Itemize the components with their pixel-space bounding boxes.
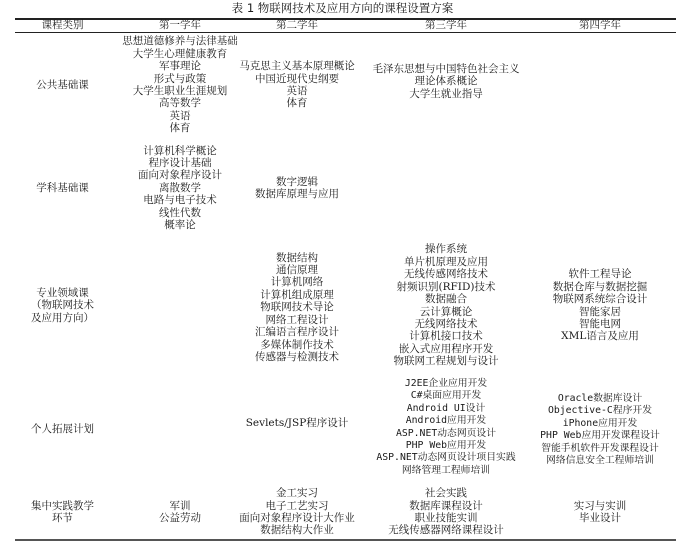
category-label: 及应用方向） [31, 311, 94, 324]
course: 数据库课程设计 [409, 499, 483, 512]
course: 操作系统 [425, 243, 467, 256]
cell-year2 [222, 378, 372, 480]
course: 面向对象程序设计大作业 [239, 512, 355, 524]
course: 毕业设计 [579, 512, 621, 524]
course: J2EE企业应用开发 [404, 378, 488, 389]
course: Android应用开发 [405, 415, 487, 427]
table-row-practice [0, 486, 685, 538]
category-label: （物联网技术 [31, 299, 94, 312]
course: 形式与政策 [153, 72, 207, 85]
course: ASP.NET动态网页设计 [395, 427, 497, 439]
course: 汇编语言程序设计 [255, 326, 339, 339]
course: 社会实践 [425, 487, 467, 500]
course: 理论体系概论 [414, 75, 478, 88]
header-year2: 第二学年 [276, 19, 318, 31]
course: 软件工程导论 [568, 268, 632, 281]
course: 毛泽东思想与中国特色社会主义 [372, 63, 520, 75]
course: 网络信息安全工程师培训 [546, 455, 654, 467]
category-label: 个人拓展计划 [31, 422, 94, 435]
course: 计算机接口技术 [409, 330, 483, 343]
course: 军事理论 [159, 60, 201, 73]
course: PHP Web应用开发课程设计 [540, 430, 660, 442]
header-category: 课程类别 [41, 19, 84, 31]
course: 思想道德修养与法律基础 [122, 35, 238, 48]
course: 云计算概论 [419, 305, 473, 318]
cell-year2 [222, 486, 372, 538]
category-label: 集中实践教学 [31, 499, 94, 512]
course: 网络工程设计 [265, 313, 329, 326]
course: 职业技能实训 [414, 512, 478, 524]
category-label: 专业领域课 [36, 286, 89, 299]
course: 中国近现代史纲要 [255, 72, 339, 85]
course: 物联网工程规划与设计 [393, 355, 499, 368]
course: 通信原理 [276, 264, 318, 277]
cell-year3 [360, 486, 532, 538]
course: 程序设计基础 [148, 156, 212, 169]
course: 大学生职业生涯规划 [132, 85, 228, 97]
course: 数字逻辑 [276, 175, 318, 188]
course: 英语 [286, 85, 308, 97]
course: 物联网技术导论 [260, 301, 334, 314]
category-label: 环节 [52, 512, 73, 524]
course: 金工实习 [276, 487, 318, 500]
table-row-subject-basics [0, 143, 685, 233]
course: 无线传感器网络课程设计 [388, 524, 504, 537]
course: 无线传感网络技术 [404, 268, 488, 281]
cell-year3 [360, 378, 532, 480]
course: 体育 [169, 122, 191, 135]
cell-year2 [222, 143, 372, 233]
course: 无线网络技术 [414, 317, 478, 330]
course: 射频识别(RFID)技术 [396, 280, 496, 293]
table-bottom-rule [15, 539, 676, 541]
course: 数据融合 [425, 293, 467, 306]
cell-year4 [520, 378, 680, 480]
course: 大学生心理健康教育 [132, 47, 228, 60]
course: 数据仓库与数据挖掘 [552, 280, 648, 293]
course: 概率论 [164, 219, 196, 232]
table-header-rule [15, 32, 676, 33]
course: 传感器与检测技术 [255, 350, 339, 363]
course: 计算机网络 [270, 276, 324, 289]
course: Android UI设计 [406, 402, 486, 414]
course: 面向对象程序设计 [138, 169, 222, 182]
course: iPhone应用开发 [562, 417, 638, 429]
cell-year2 [222, 34, 372, 136]
course: 数据结构大作业 [260, 524, 334, 537]
table-caption: 表 1 物联网技术及应用方向的课程设置方案 [231, 1, 454, 15]
cell-year4 [520, 486, 680, 538]
cell-year4 [520, 34, 680, 136]
cell-year3 [360, 143, 532, 233]
course: 智能家居 [579, 305, 621, 318]
course: Oracle数据库设计 [557, 393, 643, 404]
course: 公益劳动 [159, 512, 201, 524]
course: 高等数学 [159, 97, 201, 110]
course: 大学生就业指导 [409, 87, 483, 100]
category-label: 学科基础课 [36, 181, 89, 194]
course: 实习与实训 [573, 499, 627, 512]
course: 物联网系统综合设计 [552, 293, 648, 306]
course: 计算机科学概论 [143, 144, 217, 157]
course: 电路与电子技术 [143, 194, 217, 207]
course: XML语言及应用 [561, 330, 639, 343]
course: 数据库原理与应用 [255, 188, 339, 200]
course: 智能手机软件开发课程设计 [541, 442, 659, 454]
course: 网络管理工程师培训 [401, 464, 491, 476]
course: 英语 [169, 109, 191, 122]
course: 数据结构 [276, 251, 318, 264]
cell-year3 [360, 34, 532, 136]
course: 单片机原理及应用 [404, 255, 488, 268]
course: Sevlets/JSP程序设计 [245, 417, 349, 429]
course: Objective-C程序开发 [547, 405, 653, 417]
header-year1: 第一学年 [159, 19, 201, 31]
course: 军训 [169, 499, 191, 512]
cell-year4 [520, 143, 680, 233]
cell-year3 [360, 243, 532, 368]
course: 马克思主义基本原理概论 [239, 60, 355, 73]
course: 嵌入式应用程序开发 [398, 342, 494, 355]
header-year4: 第四学年 [579, 19, 621, 31]
cell-year4 [520, 243, 680, 368]
course: C#桌面应用开发 [410, 390, 482, 402]
course: 智能电网 [579, 317, 621, 330]
header-year3: 第三学年 [425, 19, 467, 31]
course: 多媒体制作技术 [260, 338, 334, 351]
course: 体育 [286, 97, 308, 110]
table-row-public-basics [0, 34, 685, 136]
course: PHP Web应用开发 [405, 440, 487, 452]
course: 计算机组成原理 [260, 288, 334, 301]
course: 线性代数 [159, 206, 201, 219]
cell-year2 [222, 243, 372, 368]
course: 电子工艺实习 [265, 499, 329, 512]
course: ASP.NET动态网页设计项目实践 [376, 452, 516, 464]
course: 离散数学 [159, 181, 201, 194]
table-row-personal-extension [0, 378, 685, 480]
category-label: 公共基础课 [36, 78, 89, 91]
table-row-professional-domain [0, 243, 685, 368]
